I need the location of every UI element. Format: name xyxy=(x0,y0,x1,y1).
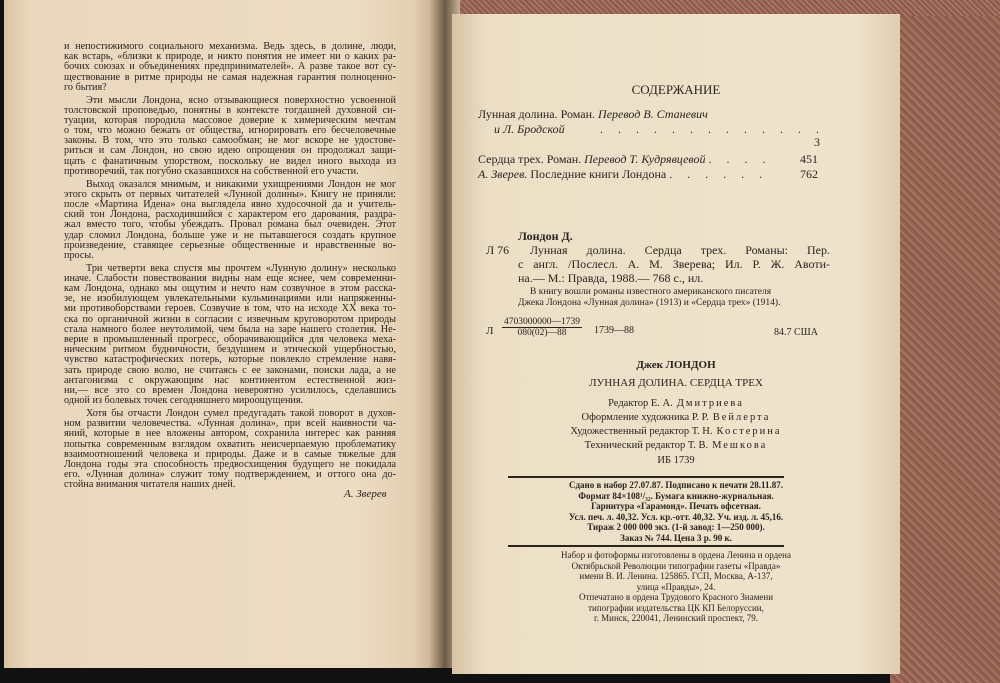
text-line: одной из болевых точек сегодняшнего мироощущения. xyxy=(64,395,304,407)
left-page xyxy=(4,0,444,668)
text-line: чувство катастрофических потерь, которые повлекло стремление навя- xyxy=(64,354,396,366)
text-line: законы. В том, что это только самообман; не мог вскоре не удостове- xyxy=(64,135,396,147)
annotation-line: Джека Лондона «Лунная долина» (1913) и «Сердца трех» (1914). xyxy=(518,298,781,308)
text-line: взаимоотношений человека и природы. Даже и в самые тяжелые для xyxy=(64,448,396,460)
text-line: Отпечатано в ордена Трудового Красного Знамени xyxy=(578,592,774,602)
text-line: и непостижимого социального механизма. Ведь здесь, в долине, люди, xyxy=(64,41,396,52)
text-line: попытка современным взглядом охватить неисчерпаемую проблематику xyxy=(64,438,396,450)
text-line: Формат 84×108¹/₃₂. Бумага книжно-журнальная. xyxy=(578,490,774,501)
toc-leader: . . . . xyxy=(708,152,772,166)
catalog-line: на.— М.: Правда, 1988.— 768 с., ил. xyxy=(518,271,704,285)
credit-line xyxy=(452,411,900,425)
paragraph xyxy=(64,180,396,262)
text-line: Эти мысли Лондона, ясно отзывающиеся поверхностно усвоенной xyxy=(86,94,396,106)
text-line: улица «Правды», 24. xyxy=(636,581,716,592)
catalog-code-suffix: 1739—88 xyxy=(594,325,634,336)
catalog-annotation xyxy=(518,287,830,309)
text-line: Лондона годы эта способность предвосхищения будущего не покидала xyxy=(64,458,396,470)
catalog-author: Лондон Д. xyxy=(518,229,573,243)
text-line: Гарнитура «Гарамонд». Печать офсетная. xyxy=(591,501,761,511)
text-line: яний, которые в нее вложены автором, сохранила интерес как ранняя xyxy=(64,428,396,440)
text-line: о том, что можно бежать от общества, игнорировать его бесчеловечные xyxy=(64,125,396,137)
credit-name: Дмитриева xyxy=(676,398,744,409)
paragraph xyxy=(64,409,396,491)
printer-info xyxy=(452,550,900,624)
toc-title: Лунная долина. Роман. xyxy=(478,107,596,121)
toc-page-1: 3 xyxy=(814,135,820,149)
contents-title: СОДЕРЖАНИЕ xyxy=(631,82,721,97)
text-line: кам Лондона, однако мы ощутим и нечто нам созвучное в этом расска- xyxy=(64,283,396,295)
credit-role: Художественный редактор Т. Н. xyxy=(570,426,713,437)
text-line: верие в промышленный прогресс, оборачивающийся для человека меха- xyxy=(64,334,396,346)
text-line: зе, не изобилующем увлекательными кульминациями или напряженны- xyxy=(64,293,396,305)
divider xyxy=(508,476,784,478)
text-line: риться и сам Лондон, но свою идею опрощения он продолжал защи- xyxy=(64,145,396,157)
toc-leader: . . . . . . . . . . . . . xyxy=(600,122,825,136)
text-line: как встарь, «близки к природе, и никто понятия не имеет ни о каких ра- xyxy=(64,51,396,63)
toc-page-3: 762 xyxy=(800,167,818,181)
text-line: этого скрыть от первых читателей «Лунной долины». Книгу не приняли: xyxy=(64,188,396,200)
text-line: произведение, ставящее серьезные общественные и нравственные во- xyxy=(64,239,396,251)
text-line: ми противоборствами героев. Созвучие в том, что на исходе XX века то- xyxy=(64,303,396,315)
credit-line xyxy=(452,439,900,453)
text-line: жал вместо того, чтобы убеждать. Провал романа был очевиден. Этот xyxy=(64,219,396,231)
toc-author: А. Зверев. xyxy=(478,167,528,181)
imprint-credits xyxy=(452,397,900,453)
toc-translator-cont: и Л. Бродской xyxy=(494,122,565,136)
catalog-bbk: 84.7 США xyxy=(774,327,818,338)
text-line: удар сломил Лондона, больше уже и не пытавшегося создать крупное xyxy=(64,229,396,241)
text-line: го бытия? xyxy=(64,81,107,93)
catalog-index: Л 76 xyxy=(486,243,510,257)
credit-line xyxy=(452,397,900,411)
text-line: Усл. печ. л. 40,32. Усл. кр.-отт. 40,32. Уч. изд. л. 45,16. xyxy=(568,511,784,522)
catalog-code-fraction xyxy=(502,317,582,338)
text-line: Набор и фотоформы изготовлены в ордена Ленина и ордена xyxy=(561,550,791,560)
text-line: Выход оказался мнимым, и никакими ухищрениями Лондон не мог xyxy=(86,178,396,190)
afterword-text xyxy=(64,42,396,493)
credit-name: Мешкова xyxy=(712,440,768,451)
text-line: противоречий, так погубно сказавшихся на собственной его участи. xyxy=(64,165,359,177)
catalog-code-letter: Л xyxy=(486,325,494,337)
toc-entry-2 xyxy=(478,152,771,167)
catalog-description xyxy=(518,243,830,285)
text-line: ществование в ритме природы не самая надежная гарантия полноценно- xyxy=(64,71,396,83)
text-line: ский тон Лондона, расходившийся с характером его дарования, раздра- xyxy=(64,209,396,221)
annotation-line: В книгу вошли романы известного американского писателя xyxy=(530,287,772,297)
toc-entry-3 xyxy=(478,167,768,182)
text-line: туации, которая породила массовое доверие к химерическим мечтам xyxy=(64,114,396,126)
text-line: стойна внимания читателя наших дней. xyxy=(64,479,236,491)
divider xyxy=(508,545,784,547)
text-line: имени В. И. Ленина. 125865. ГСП, Москва, А-137, xyxy=(579,571,773,581)
text-line: просы. xyxy=(64,249,94,261)
text-line: ном развитии человечества. «Лунная долина», при всей наивности ча- xyxy=(64,418,396,430)
imprint-title: ЛУННАЯ ДОЛИНА. СЕРДЦА ТРЕХ xyxy=(589,377,763,389)
text-line: зать природе свою волю, не считаясь с ее законами, поиски лада, а не xyxy=(64,364,396,376)
text-line: щать с фанатичным упорством, поскольку не видел иного выхода из xyxy=(64,155,396,167)
text-line: Три четверти века спустя мы прочтем «Лунную долину» несколько xyxy=(86,262,396,274)
text-line: стала намного более неутолимой, чем была на заре нашего столетия. Не- xyxy=(64,323,396,335)
imprint-ib: ИБ 1739 xyxy=(657,455,695,466)
credit-role: Оформление художника Р. Р. xyxy=(581,412,709,423)
toc-title: Сердца трех. Роман. xyxy=(478,152,582,166)
text-line: бочих союзах и объединениях предпринимателей». А разве такое вот су- xyxy=(64,61,396,73)
imprint-author: Джек ЛОНДОН xyxy=(636,359,716,371)
text-line: ническим ритмом будничности, бездушием и этической ущербностью, xyxy=(64,344,396,356)
text-line: антагонизма с окружающим нас континентом естественной жиз- xyxy=(64,374,396,386)
text-line: иначе. Слабости повествования видны нам еще яснее, чем современни- xyxy=(64,272,396,284)
print-details xyxy=(452,480,900,543)
text-line: толстовской проповедью, понятны в контексте тогдашней духовной си- xyxy=(64,104,396,116)
text-line: Сдано в набор 27.07.87. Подписано к печати 28.11.87. xyxy=(569,480,783,490)
text-line: Тираж 2 000 000 экз. (1-й завод: 1—250 000). xyxy=(587,522,765,532)
credit-name: Костерина xyxy=(716,426,782,437)
text-line: типографии издательства ЦК КП Белоруссии, xyxy=(588,602,764,613)
toc-translator: Перевод В. Станевич xyxy=(598,107,708,121)
text-line: ска по органичной жизни в согласии с извечным круговоротом природы xyxy=(64,313,396,325)
text-line: его. «Лунная долина» служит тому подтверждением, и оттого она до- xyxy=(64,469,396,481)
text-line: г. Минск, 220041, Ленинский проспект, 79. xyxy=(593,613,759,623)
paragraph xyxy=(64,42,396,93)
book-cover-edge xyxy=(890,0,1000,683)
credit-name: Вейлерта xyxy=(712,412,771,423)
paragraph xyxy=(64,264,396,407)
text-line: Хотя бы отчасти Лондон сумел предугадать такой поворот в духов- xyxy=(86,407,396,419)
text-line: после «Мартина Идена» она выглядела явно худосочной да и учитель- xyxy=(64,199,396,210)
text-line: Октябрьской Революции типографии газеты «Правда» xyxy=(571,560,781,571)
catalog-line: с англ. /Послесл. А. М. Зверева; Ил. Р. Ж. Авоти- xyxy=(518,257,830,271)
toc-entry-1 xyxy=(478,107,708,122)
right-page xyxy=(452,14,900,674)
text-line: Заказ № 744. Цена 3 р. 90 к. xyxy=(620,532,732,543)
afterword-signature: А. Зверев xyxy=(344,488,387,500)
code-denominator: 080(02)—88 xyxy=(517,328,567,338)
credit-role: Редактор Е. А. xyxy=(608,398,673,409)
paragraph xyxy=(64,96,396,178)
toc-page-2: 451 xyxy=(800,152,818,166)
credit-role: Технический редактор Т. В. xyxy=(584,440,709,451)
text-line: ни,— все это со времен Лондона невероятно усилилось, сделавшись xyxy=(64,384,396,396)
toc-leader: . . . . . . xyxy=(669,167,769,181)
credit-line xyxy=(452,425,900,439)
code-numerator: 4703000000—1739 xyxy=(504,317,580,327)
catalog-line: Лунная долина. Сердца трех. Романы: Пер. xyxy=(530,243,830,257)
toc-title: Последние книги Лондона xyxy=(530,167,667,181)
toc-translator: Перевод Т. Кудрявцевой xyxy=(584,152,706,166)
